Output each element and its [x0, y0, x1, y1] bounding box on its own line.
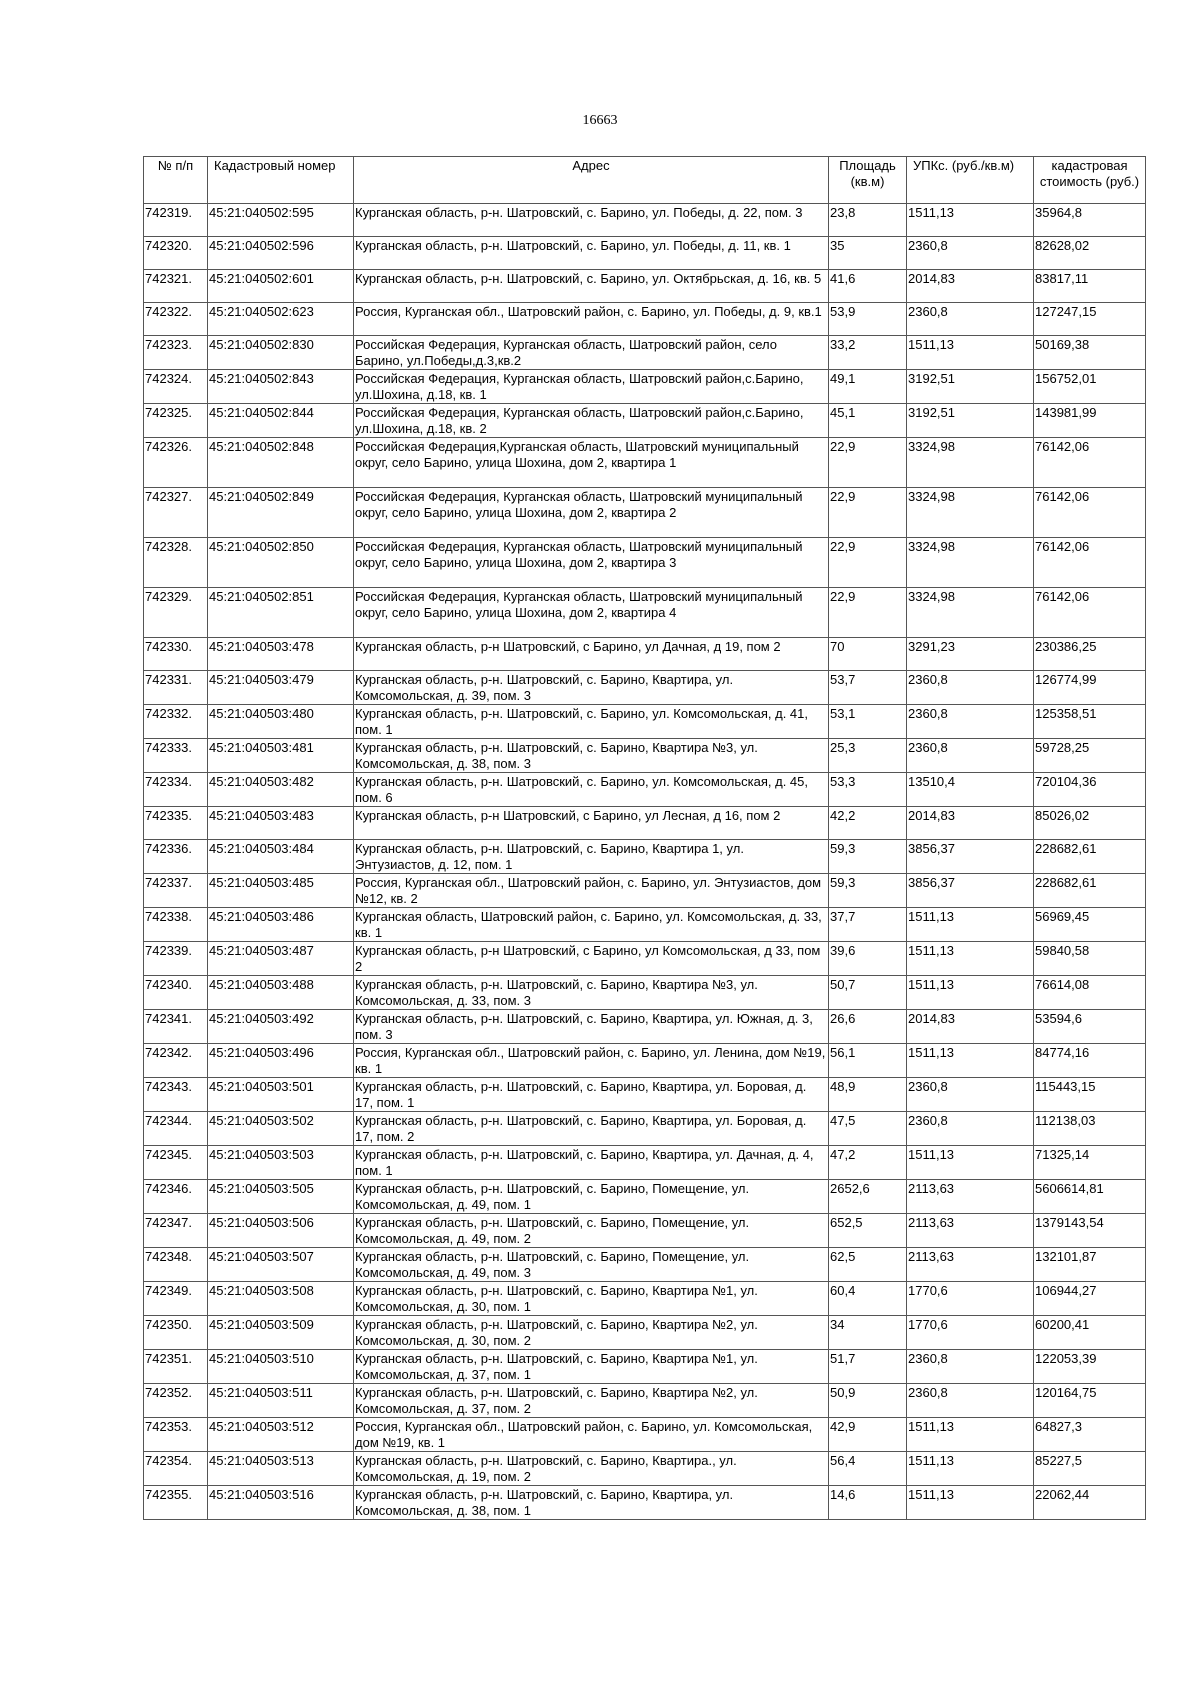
cadastral-number-cell: 45:21:040503:488: [208, 976, 354, 1010]
row-number-cell: 742350.: [144, 1316, 208, 1350]
address-cell: Курганская область, р-н. Шатровский, с. Барино, Квартира., ул. Комсомольская, д. 19, пом. 2: [354, 1452, 829, 1486]
row-number-cell: 742340.: [144, 976, 208, 1010]
cadastral-value-cell: 22062,44: [1034, 1486, 1146, 1520]
upks-cell: 2360,8: [907, 1078, 1034, 1112]
area-cell: 37,7: [829, 908, 907, 942]
table-row: [144, 705, 1146, 739]
address-cell: Курганская область, р-н. Шатровский, с. Барино, Квартира №3, ул. Комсомольская, д. 38, пом. 3: [354, 739, 829, 773]
address-cell: Курганская область, р-н. Шатровский, с. Барино, Квартира №3, ул. Комсомольская, д. 33, пом. 3: [354, 976, 829, 1010]
area-cell: 45,1: [829, 404, 907, 438]
address-cell: Курганская область, р-н. Шатровский, с. Барино, Квартира №1, ул. Комсомольская, д. 30, пом. 1: [354, 1282, 829, 1316]
page-number: 16663: [582, 113, 618, 128]
address-cell: Курганская область, р-н. Шатровский, с. Барино, Помещение, ул. Комсомольская, д. 49, пом. 2: [354, 1214, 829, 1248]
row-number-cell: 742348.: [144, 1248, 208, 1282]
cadastral-number-cell: 45:21:040502:848: [208, 438, 354, 488]
table-row: [144, 1486, 1146, 1520]
table-row: [144, 976, 1146, 1010]
upks-cell: 3856,37: [907, 840, 1034, 874]
area-cell: 26,6: [829, 1010, 907, 1044]
address-cell: Курганская область, р-н Шатровский, с Барино, ул Лесная, д 16, пом 2: [354, 807, 829, 840]
upks-cell: 3192,51: [907, 404, 1034, 438]
area-cell: 62,5: [829, 1248, 907, 1282]
cadastral-number-cell: 45:21:040503:481: [208, 739, 354, 773]
cadastral-number-cell: 45:21:040503:483: [208, 807, 354, 840]
cadastral-number-cell: 45:21:040502:843: [208, 370, 354, 404]
cadastral-number-cell: 45:21:040503:507: [208, 1248, 354, 1282]
cadastral-number-cell: 45:21:040503:485: [208, 874, 354, 908]
cadastral-number-cell: 45:21:040503:513: [208, 1452, 354, 1486]
address-cell: Курганская область, р-н. Шатровский, с. Барино, Квартира, ул. Боровая, д. 17, пом. 2: [354, 1112, 829, 1146]
table-row: [144, 807, 1146, 840]
table-row: [144, 1248, 1146, 1282]
upks-cell: 1511,13: [907, 336, 1034, 370]
table-row: [144, 638, 1146, 671]
upks-cell: 3192,51: [907, 370, 1034, 404]
table-row: [144, 204, 1146, 237]
table-row: [144, 404, 1146, 438]
cadastral-number-cell: 45:21:040502:844: [208, 404, 354, 438]
cadastral-value-cell: 228682,61: [1034, 840, 1146, 874]
table-row: [144, 1350, 1146, 1384]
row-number-cell: 742321.: [144, 270, 208, 303]
cadastral-value-cell: 720104,36: [1034, 773, 1146, 807]
row-number-cell: 742344.: [144, 1112, 208, 1146]
cadastral-number-cell: 45:21:040502:596: [208, 237, 354, 270]
table-row: [144, 1282, 1146, 1316]
table-row: [144, 739, 1146, 773]
area-cell: 53,3: [829, 773, 907, 807]
cadastral-number-cell: 45:21:040503:478: [208, 638, 354, 671]
cadastral-number-cell: 45:21:040503:487: [208, 942, 354, 976]
area-cell: 22,9: [829, 538, 907, 588]
upks-cell: 2360,8: [907, 739, 1034, 773]
row-number-cell: 742331.: [144, 671, 208, 705]
cadastral-value-cell: 82628,02: [1034, 237, 1146, 270]
cadastral-number-cell: 45:21:040502:623: [208, 303, 354, 336]
cadastral-value-cell: 112138,03: [1034, 1112, 1146, 1146]
cadastral-value-cell: 50169,38: [1034, 336, 1146, 370]
table-row: [144, 1214, 1146, 1248]
address-cell: Курганская область, р-н. Шатровский, с. Барино, ул. Победы, д. 22, пом. 3: [354, 204, 829, 237]
cadastral-number-cell: 45:21:040503:516: [208, 1486, 354, 1520]
row-number-cell: 742324.: [144, 370, 208, 404]
cadastral-value-cell: 125358,51: [1034, 705, 1146, 739]
address-cell: Россия, Курганская обл., Шатровский район, с. Барино, ул. Комсомольская, дом №19, кв. 1: [354, 1418, 829, 1452]
upks-cell: 13510,4: [907, 773, 1034, 807]
upks-cell: 3324,98: [907, 438, 1034, 488]
area-cell: 41,6: [829, 270, 907, 303]
table-row: [144, 671, 1146, 705]
address-cell: Курганская область, Шатровский район, с. Барино, ул. Комсомольская, д. 33, кв. 1: [354, 908, 829, 942]
area-cell: 2652,6: [829, 1180, 907, 1214]
address-cell: Курганская область, р-н. Шатровский, с. Барино, Помещение, ул. Комсомольская, д. 49, пом. 1: [354, 1180, 829, 1214]
upks-cell: 1511,13: [907, 1486, 1034, 1520]
area-cell: 53,1: [829, 705, 907, 739]
cadastral-number-cell: 45:21:040502:851: [208, 588, 354, 638]
cadastral-value-cell: 83817,11: [1034, 270, 1146, 303]
cadastral-value-cell: 56969,45: [1034, 908, 1146, 942]
row-number-cell: 742327.: [144, 488, 208, 538]
area-cell: 22,9: [829, 588, 907, 638]
address-cell: Российская Федерация, Курганская область, Шатровский муниципальный округ, село Барино, улица Шохина, дом 2, квартира 4: [354, 588, 829, 638]
address-cell: Россия, Курганская обл., Шатровский район, с. Барино, ул. Ленина, дом №19, кв. 1: [354, 1044, 829, 1078]
upks-cell: 1511,13: [907, 1146, 1034, 1180]
area-cell: 35: [829, 237, 907, 270]
row-number-cell: 742354.: [144, 1452, 208, 1486]
row-number-cell: 742329.: [144, 588, 208, 638]
upks-cell: 3291,23: [907, 638, 1034, 671]
row-number-cell: 742326.: [144, 438, 208, 488]
cadastral-number-cell: 45:21:040502:850: [208, 538, 354, 588]
area-cell: 47,2: [829, 1146, 907, 1180]
address-cell: Курганская область, р-н Шатровский, с Барино, ул Комсомольская, д 33, пом 2: [354, 942, 829, 976]
table-row: [144, 1010, 1146, 1044]
area-cell: 39,6: [829, 942, 907, 976]
area-cell: 59,3: [829, 874, 907, 908]
cadastral-value-cell: 156752,01: [1034, 370, 1146, 404]
table-row: [144, 1384, 1146, 1418]
upks-cell: 2360,8: [907, 671, 1034, 705]
area-cell: 42,9: [829, 1418, 907, 1452]
upks-cell: 2014,83: [907, 807, 1034, 840]
upks-cell: 1770,6: [907, 1316, 1034, 1350]
row-number-cell: 742322.: [144, 303, 208, 336]
row-number-cell: 742346.: [144, 1180, 208, 1214]
cadastral-value-cell: 120164,75: [1034, 1384, 1146, 1418]
address-cell: Российская Федерация, Курганская область, Шатровский район,с.Барино, ул.Шохина, д.18, кв. 1: [354, 370, 829, 404]
row-number-cell: 742334.: [144, 773, 208, 807]
row-number-cell: 742325.: [144, 404, 208, 438]
row-number-cell: 742342.: [144, 1044, 208, 1078]
cadastral-value-cell: 228682,61: [1034, 874, 1146, 908]
row-number-cell: 742338.: [144, 908, 208, 942]
area-cell: 25,3: [829, 739, 907, 773]
area-cell: 49,1: [829, 370, 907, 404]
address-cell: Курганская область, р-н. Шатровский, с. Барино, Квартира №2, ул. Комсомольская, д. 37, пом. 2: [354, 1384, 829, 1418]
upks-cell: 1511,13: [907, 942, 1034, 976]
table-row: [144, 1180, 1146, 1214]
upks-cell: 1770,6: [907, 1282, 1034, 1316]
address-cell: Курганская область, р-н Шатровский, с Барино, ул Дачная, д 19, пом 2: [354, 638, 829, 671]
table-row: [144, 303, 1146, 336]
area-cell: 59,3: [829, 840, 907, 874]
address-cell: Курганская область, р-н. Шатровский, с. Барино, ул. Октябрьская, д. 16, кв. 5: [354, 270, 829, 303]
cadastral-value-cell: 230386,25: [1034, 638, 1146, 671]
cadastral-value-cell: 60200,41: [1034, 1316, 1146, 1350]
cadastral-value-table: [143, 156, 1146, 1520]
upks-cell: 3324,98: [907, 588, 1034, 638]
table-row: [144, 588, 1146, 638]
cadastral-number-cell: 45:21:040503:501: [208, 1078, 354, 1112]
address-cell: Российская Федерация, Курганская область, Шатровский муниципальный округ, село Барино, улица Шохина, дом 2, квартира 3: [354, 538, 829, 588]
cadastral-value-cell: 85227,5: [1034, 1452, 1146, 1486]
upks-cell: 2113,63: [907, 1248, 1034, 1282]
upks-cell: 2360,8: [907, 1350, 1034, 1384]
table-row: [144, 237, 1146, 270]
upks-cell: 2360,8: [907, 237, 1034, 270]
table-row: [144, 773, 1146, 807]
upks-cell: 1511,13: [907, 204, 1034, 237]
table-row: [144, 538, 1146, 588]
cadastral-value-cell: 143981,99: [1034, 404, 1146, 438]
address-cell: Курганская область, р-н. Шатровский, с. Барино, Помещение, ул. Комсомольская, д. 49, пом. 3: [354, 1248, 829, 1282]
cadastral-number-cell: 45:21:040502:595: [208, 204, 354, 237]
row-number-cell: 742319.: [144, 204, 208, 237]
table-row: [144, 270, 1146, 303]
table-row: [144, 840, 1146, 874]
area-cell: 48,9: [829, 1078, 907, 1112]
upks-cell: 2360,8: [907, 705, 1034, 739]
cadastral-number-cell: 45:21:040503:511: [208, 1384, 354, 1418]
area-cell: 56,4: [829, 1452, 907, 1486]
cadastral-value-cell: 127247,15: [1034, 303, 1146, 336]
cadastral-number-cell: 45:21:040503:479: [208, 671, 354, 705]
row-number-cell: 742351.: [144, 1350, 208, 1384]
area-cell: 14,6: [829, 1486, 907, 1520]
cadastral-number-cell: 45:21:040503:484: [208, 840, 354, 874]
cadastral-value-cell: 64827,3: [1034, 1418, 1146, 1452]
cadastral-value-cell: 122053,39: [1034, 1350, 1146, 1384]
address-cell: Российская Федерация, Курганская область, Шатровский район,с.Барино, ул.Шохина, д.18, кв. 2: [354, 404, 829, 438]
address-cell: Курганская область, р-н. Шатровский, с. Барино, Квартира №1, ул. Комсомольская, д. 37, пом. 1: [354, 1350, 829, 1384]
upks-cell: 2360,8: [907, 303, 1034, 336]
header-address: Адрес: [354, 157, 829, 204]
cadastral-number-cell: 45:21:040502:830: [208, 336, 354, 370]
address-cell: Российская Федерация,Курганская область, Шатровский муниципальный округ, село Барино, улица Шохина, дом 2, квартира 1: [354, 438, 829, 488]
address-cell: Российская Федерация, Курганская область, Шатровский район, село Барино, ул.Победы,д.3,кв.2: [354, 336, 829, 370]
cadastral-value-cell: 76614,08: [1034, 976, 1146, 1010]
row-number-cell: 742333.: [144, 739, 208, 773]
table-row: [144, 370, 1146, 404]
address-cell: Курганская область, р-н. Шатровский, с. Барино, Квартира №2, ул. Комсомольская, д. 30, пом. 2: [354, 1316, 829, 1350]
table-row: [144, 488, 1146, 538]
cadastral-value-cell: 5606614,81: [1034, 1180, 1146, 1214]
header-area: Площадь (кв.м): [829, 157, 907, 204]
upks-cell: 1511,13: [907, 976, 1034, 1010]
address-cell: Курганская область, р-н. Шатровский, с. Барино, Квартира, ул. Боровая, д. 17, пом. 1: [354, 1078, 829, 1112]
address-cell: Курганская область, р-н. Шатровский, с. Барино, Квартира, ул. Комсомольская, д. 39, пом. 3: [354, 671, 829, 705]
table-row: [144, 1044, 1146, 1078]
cadastral-value-cell: 132101,87: [1034, 1248, 1146, 1282]
cadastral-number-cell: 45:21:040503:492: [208, 1010, 354, 1044]
table-row: [144, 1316, 1146, 1350]
row-number-cell: 742345.: [144, 1146, 208, 1180]
row-number-cell: 742337.: [144, 874, 208, 908]
table-row: [144, 1112, 1146, 1146]
cadastral-number-cell: 45:21:040503:502: [208, 1112, 354, 1146]
table-row: [144, 1146, 1146, 1180]
area-cell: 53,7: [829, 671, 907, 705]
cadastral-number-cell: 45:21:040503:482: [208, 773, 354, 807]
row-number-cell: 742328.: [144, 538, 208, 588]
area-cell: 70: [829, 638, 907, 671]
row-number-cell: 742336.: [144, 840, 208, 874]
address-cell: Курганская область, р-н. Шатровский, с. Барино, ул. Комсомольская, д. 41, пом. 1: [354, 705, 829, 739]
area-cell: 50,7: [829, 976, 907, 1010]
area-cell: 51,7: [829, 1350, 907, 1384]
row-number-cell: 742347.: [144, 1214, 208, 1248]
upks-cell: 1511,13: [907, 1044, 1034, 1078]
row-number-cell: 742339.: [144, 942, 208, 976]
row-number-cell: 742355.: [144, 1486, 208, 1520]
cadastral-number-cell: 45:21:040503:509: [208, 1316, 354, 1350]
upks-cell: 1511,13: [907, 1418, 1034, 1452]
cadastral-value-cell: 71325,14: [1034, 1146, 1146, 1180]
upks-cell: 3856,37: [907, 874, 1034, 908]
cadastral-value-cell: 1379143,54: [1034, 1214, 1146, 1248]
area-cell: 22,9: [829, 438, 907, 488]
area-cell: 53,9: [829, 303, 907, 336]
area-cell: 60,4: [829, 1282, 907, 1316]
address-cell: Россия, Курганская обл., Шатровский район, с. Барино, ул. Энтузиастов, дом №12, кв. 2: [354, 874, 829, 908]
area-cell: 56,1: [829, 1044, 907, 1078]
address-cell: Курганская область, р-н. Шатровский, с. Барино, Квартира, ул. Южная, д. 3, пом. 3: [354, 1010, 829, 1044]
area-cell: 33,2: [829, 336, 907, 370]
cadastral-number-cell: 45:21:040503:508: [208, 1282, 354, 1316]
area-cell: 47,5: [829, 1112, 907, 1146]
cadastral-value-cell: 76142,06: [1034, 438, 1146, 488]
cadastral-value-cell: 85026,02: [1034, 807, 1146, 840]
cadastral-number-cell: 45:21:040503:486: [208, 908, 354, 942]
address-cell: Курганская область, р-н. Шатровский, с. Барино, ул. Комсомольская, д. 45, пом. 6: [354, 773, 829, 807]
upks-cell: 2360,8: [907, 1112, 1034, 1146]
header-upks: УПКс. (руб./кв.м): [907, 157, 1034, 204]
area-cell: 652,5: [829, 1214, 907, 1248]
upks-cell: 3324,98: [907, 488, 1034, 538]
cadastral-value-cell: 115443,15: [1034, 1078, 1146, 1112]
upks-cell: 1511,13: [907, 908, 1034, 942]
address-cell: Курганская область, р-н. Шатровский, с. Барино, Квартира, ул. Дачная, д. 4, пом. 1: [354, 1146, 829, 1180]
upks-cell: 2113,63: [907, 1180, 1034, 1214]
cadastral-value-cell: 106944,27: [1034, 1282, 1146, 1316]
cadastral-number-cell: 45:21:040503:505: [208, 1180, 354, 1214]
row-number-cell: 742352.: [144, 1384, 208, 1418]
area-cell: 50,9: [829, 1384, 907, 1418]
table-header-row: [144, 157, 1146, 204]
table-row: [144, 874, 1146, 908]
row-number-cell: 742323.: [144, 336, 208, 370]
row-number-cell: 742330.: [144, 638, 208, 671]
header-num: № п/п: [144, 157, 208, 204]
area-cell: 23,8: [829, 204, 907, 237]
cadastral-value-cell: 59840,58: [1034, 942, 1146, 976]
table-row: [144, 942, 1146, 976]
table-row: [144, 1452, 1146, 1486]
address-cell: Россия, Курганская обл., Шатровский район, с. Барино, ул. Победы, д. 9, кв.1: [354, 303, 829, 336]
header-cadastral-value: кадастровая стоимость (руб.): [1034, 157, 1146, 204]
upks-cell: 1511,13: [907, 1452, 1034, 1486]
row-number-cell: 742349.: [144, 1282, 208, 1316]
address-cell: Курганская область, р-н. Шатровский, с. Барино, Квартира, ул. Комсомольская, д. 38, пом. 1: [354, 1486, 829, 1520]
area-cell: 42,2: [829, 807, 907, 840]
cadastral-value-cell: 76142,06: [1034, 488, 1146, 538]
row-number-cell: 742332.: [144, 705, 208, 739]
table-row: [144, 1418, 1146, 1452]
cadastral-value-cell: 53594,6: [1034, 1010, 1146, 1044]
header-cadastral-number: Кадастровый номер: [208, 157, 354, 204]
area-cell: 22,9: [829, 488, 907, 538]
upks-cell: 2360,8: [907, 1384, 1034, 1418]
cadastral-value-cell: 126774,99: [1034, 671, 1146, 705]
address-cell: Курганская область, р-н. Шатровский, с. Барино, ул. Победы, д. 11, кв. 1: [354, 237, 829, 270]
cadastral-number-cell: 45:21:040503:506: [208, 1214, 354, 1248]
table-row: [144, 336, 1146, 370]
address-cell: Курганская область, р-н. Шатровский, с. Барино, Квартира 1, ул. Энтузиастов, д. 12, пом. 1: [354, 840, 829, 874]
upks-cell: 2113,63: [907, 1214, 1034, 1248]
cadastral-value-cell: 76142,06: [1034, 588, 1146, 638]
upks-cell: 2014,83: [907, 270, 1034, 303]
cadastral-number-cell: 45:21:040503:480: [208, 705, 354, 739]
cadastral-number-cell: 45:21:040502:601: [208, 270, 354, 303]
cadastral-value-cell: 59728,25: [1034, 739, 1146, 773]
area-cell: 34: [829, 1316, 907, 1350]
row-number-cell: 742341.: [144, 1010, 208, 1044]
upks-cell: 2014,83: [907, 1010, 1034, 1044]
address-cell: Российская Федерация, Курганская область, Шатровский муниципальный округ, село Барино, улица Шохина, дом 2, квартира 2: [354, 488, 829, 538]
row-number-cell: 742343.: [144, 1078, 208, 1112]
row-number-cell: 742335.: [144, 807, 208, 840]
cadastral-value-cell: 76142,06: [1034, 538, 1146, 588]
cadastral-number-cell: 45:21:040503:503: [208, 1146, 354, 1180]
cadastral-number-cell: 45:21:040503:496: [208, 1044, 354, 1078]
table-row: [144, 1078, 1146, 1112]
cadastral-number-cell: 45:21:040503:512: [208, 1418, 354, 1452]
table-row: [144, 438, 1146, 488]
cadastral-number-cell: 45:21:040502:849: [208, 488, 354, 538]
upks-cell: 3324,98: [907, 538, 1034, 588]
table-row: [144, 908, 1146, 942]
cadastral-number-cell: 45:21:040503:510: [208, 1350, 354, 1384]
row-number-cell: 742320.: [144, 237, 208, 270]
row-number-cell: 742353.: [144, 1418, 208, 1452]
cadastral-value-cell: 35964,8: [1034, 204, 1146, 237]
cadastral-value-cell: 84774,16: [1034, 1044, 1146, 1078]
